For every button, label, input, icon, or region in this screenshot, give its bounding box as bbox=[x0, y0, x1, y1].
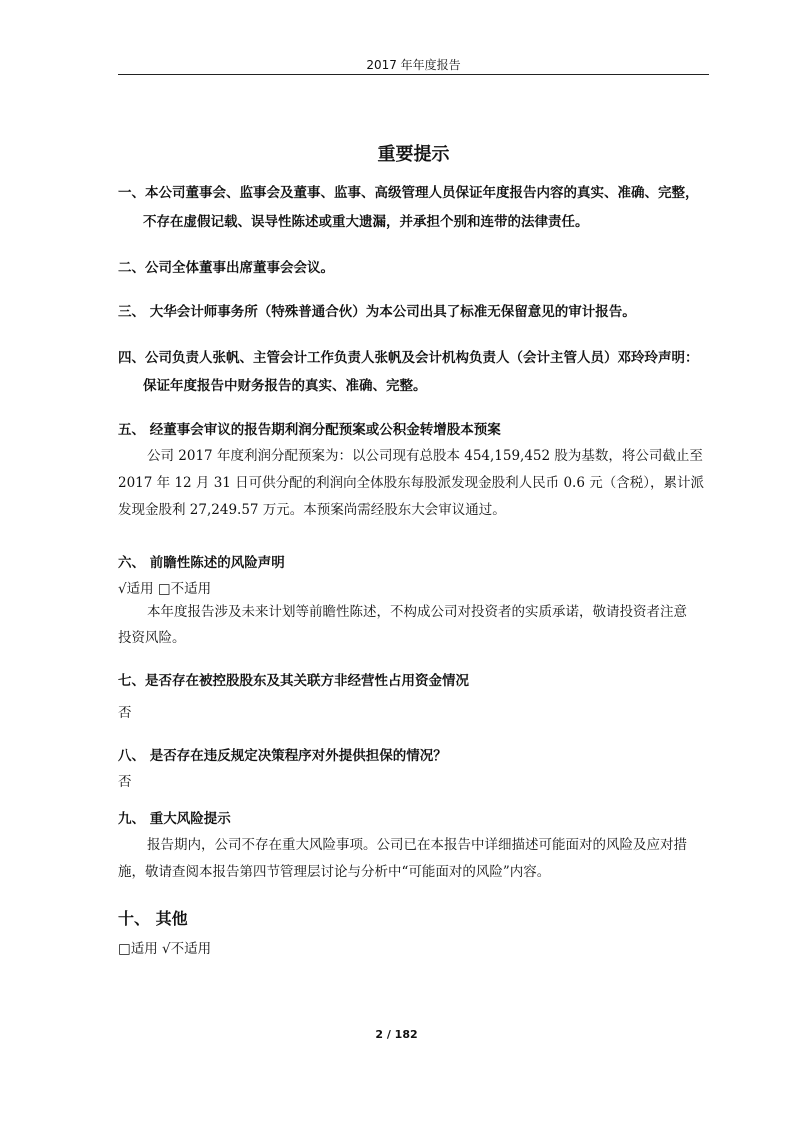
item-5-para-3: 发现金股利 27,249.57 万元。本预案尚需经股东大会审议通过。 bbox=[118, 502, 506, 518]
item-5-para-1: 公司 2017 年度利润分配预案为：以公司现有总股本 454,159,452 股为基数，将公司截止至 bbox=[147, 448, 703, 464]
item-5-para-2: 2017 年 12 月 31 日可供分配的利润向全体股东每股派发现金股利人民币 0.6 元（含税），累计派 bbox=[118, 475, 704, 491]
item-8-heading: 八、 是否存在违反规定决策程序对外提供担保的情况？ bbox=[118, 748, 447, 764]
item-3: 三、 大华会计师事务所（特殊普通合伙）为本公司出具了标准无保留意见的审计报告。 bbox=[118, 304, 636, 320]
item-6-para-2: 投资风险。 bbox=[118, 630, 186, 646]
item-4-line-2: 保证年度报告中财务报告的真实、准确、完整。 bbox=[143, 378, 427, 394]
item-9-para-1: 报告期内，公司不存在重大风险事项。公司已在本报告中详细描述可能面对的风险及应对措 bbox=[147, 837, 687, 853]
item-10-applicability: □适用 √不适用 bbox=[118, 941, 212, 957]
item-7-answer: 否 bbox=[118, 705, 132, 721]
page-number: 2 / 182 bbox=[375, 1028, 418, 1041]
item-6-applicability: √适用 □不适用 bbox=[118, 581, 212, 597]
item-1-line-1: 一、本公司董事会、监事会及董事、监事、高级管理人员保证年度报告内容的真实、准确、完整， bbox=[118, 185, 699, 201]
item-2: 二、公司全体董事出席董事会会议。 bbox=[118, 260, 334, 276]
item-7-heading: 七、是否存在被控股股东及其关联方非经营性占用资金情况 bbox=[118, 673, 469, 689]
header-divider bbox=[118, 74, 709, 75]
item-5-heading: 五、 经董事会审议的报告期利润分配预案或公积金转增股本预案 bbox=[118, 422, 501, 438]
item-10-heading: 十、 其他 bbox=[118, 909, 188, 928]
item-8-answer: 否 bbox=[118, 774, 132, 790]
item-1-line-2: 不存在虚假记载、误导性陈述或重大遗漏，并承担个别和连带的法律责任。 bbox=[143, 214, 589, 230]
item-6-para-1: 本年度报告涉及未来计划等前瞻性陈述，不构成公司对投资者的实质承诺，敬请投资者注意 bbox=[147, 604, 687, 620]
item-9-heading: 九、 重大风险提示 bbox=[118, 811, 231, 827]
item-4-line-1: 四、公司负责人张帆、主管会计工作负责人张帆及会计机构负责人（会计主管人员）邓玲玲声明： bbox=[118, 350, 699, 366]
page-title: 重要提示 bbox=[377, 144, 450, 165]
item-6-heading: 六、 前瞻性陈述的风险声明 bbox=[118, 555, 285, 571]
page-header: 2017 年年度报告 bbox=[366, 58, 461, 72]
item-9-para-2: 施，敬请查阅本报告第四节管理层讨论与分析中“可能面对的风险”内容。 bbox=[118, 864, 551, 880]
